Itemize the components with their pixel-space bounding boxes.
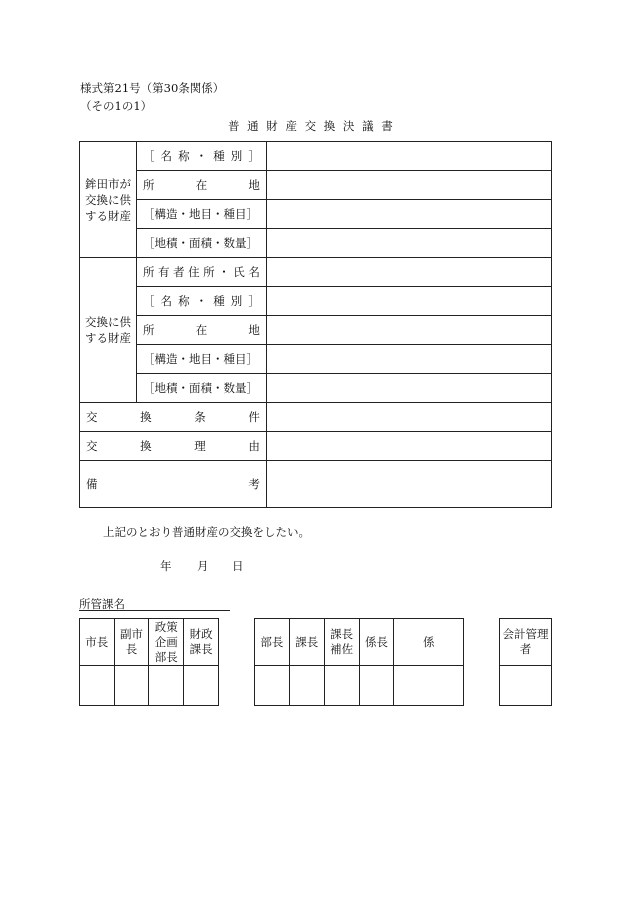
approver-unit-chief: 係長 (359, 619, 394, 666)
conditions-label: 交 換 条 件 (80, 403, 267, 432)
offered-structure-field[interactable] (266, 200, 551, 229)
approver-deputy-mayor: 副市長 (114, 619, 149, 666)
date-day: 日 (232, 559, 244, 573)
received-location-field[interactable] (266, 316, 551, 345)
statement: 上記のとおり普通財産の交換をしたい。 (103, 525, 310, 539)
offered-property-label: 鉾田市が交換に供する財産 (80, 142, 137, 258)
stamp-box-director[interactable] (255, 666, 290, 706)
received-name-type-field[interactable] (266, 287, 551, 316)
reason-label: 交 換 理 由 (80, 432, 267, 461)
stamp-box-finance-chief[interactable] (184, 666, 219, 706)
offered-location-field[interactable] (266, 171, 551, 200)
stamp-box-accounting-manager[interactable] (500, 666, 552, 706)
received-name-type-label: ［ 名 称 ・ 種 別 ］ (136, 287, 266, 316)
approver-policy-director: 政策企画部長 (149, 619, 184, 666)
received-area-field[interactable] (266, 374, 551, 403)
page-title: 普 通 財 産 交 換 決 議 書 (228, 119, 395, 133)
department-underline[interactable] (79, 610, 230, 611)
received-structure-field[interactable] (266, 345, 551, 374)
owner-address-name-field[interactable] (266, 258, 551, 287)
owner-address-name-label: 所 有 者 住 所 ・ 氏 名 (136, 258, 266, 287)
approver-accounting-manager: 会計管理者 (500, 619, 552, 666)
offered-area-field[interactable] (266, 229, 551, 258)
stamp-box-section-chief[interactable] (289, 666, 324, 706)
received-area-label: ［地積・面積・数量］ (136, 374, 266, 403)
offered-name-type-label: ［ 名 称 ・ 種 別 ］ (136, 142, 266, 171)
date-month: 月 (197, 559, 209, 573)
date-year: 年 (160, 559, 172, 573)
form-number: 様式第21号（第30条関係） (80, 81, 225, 95)
received-property-label: 交換に供する財産 (80, 258, 137, 403)
offered-name-type-field[interactable] (266, 142, 551, 171)
approval-table-right (499, 618, 552, 706)
reason-field[interactable] (266, 432, 551, 461)
stamp-box-assistant-chief[interactable] (324, 666, 359, 706)
department-label: 所管課名 (79, 597, 125, 611)
approver-director: 部長 (255, 619, 290, 666)
remarks-field[interactable] (266, 461, 551, 508)
received-location-label: 所 在 地 (136, 316, 266, 345)
conditions-field[interactable] (266, 403, 551, 432)
property-table (79, 141, 552, 508)
approver-section-chief: 課長 (289, 619, 324, 666)
approver-finance-chief: 財政課長 (184, 619, 219, 666)
offered-structure-label: ［構造・地目・種目］ (136, 200, 266, 229)
offered-location-label: 所 在 地 (136, 171, 266, 200)
remarks-label: 備 考 (80, 461, 267, 508)
offered-area-label: ［地積・面積・数量］ (136, 229, 266, 258)
received-structure-label: ［構造・地目・種目］ (136, 345, 266, 374)
stamp-box-staff[interactable] (394, 666, 464, 706)
approver-assistant-chief: 課長補佐 (324, 619, 359, 666)
approval-table-middle (254, 618, 464, 706)
stamp-box-unit-chief[interactable] (359, 666, 394, 706)
approver-mayor: 市長 (80, 619, 115, 666)
approver-staff: 係 (394, 619, 464, 666)
approval-table-left (79, 618, 219, 706)
stamp-box-policy-director[interactable] (149, 666, 184, 706)
page-note: （その1の1） (80, 99, 153, 113)
stamp-box-mayor[interactable] (80, 666, 115, 706)
stamp-box-deputy-mayor[interactable] (114, 666, 149, 706)
